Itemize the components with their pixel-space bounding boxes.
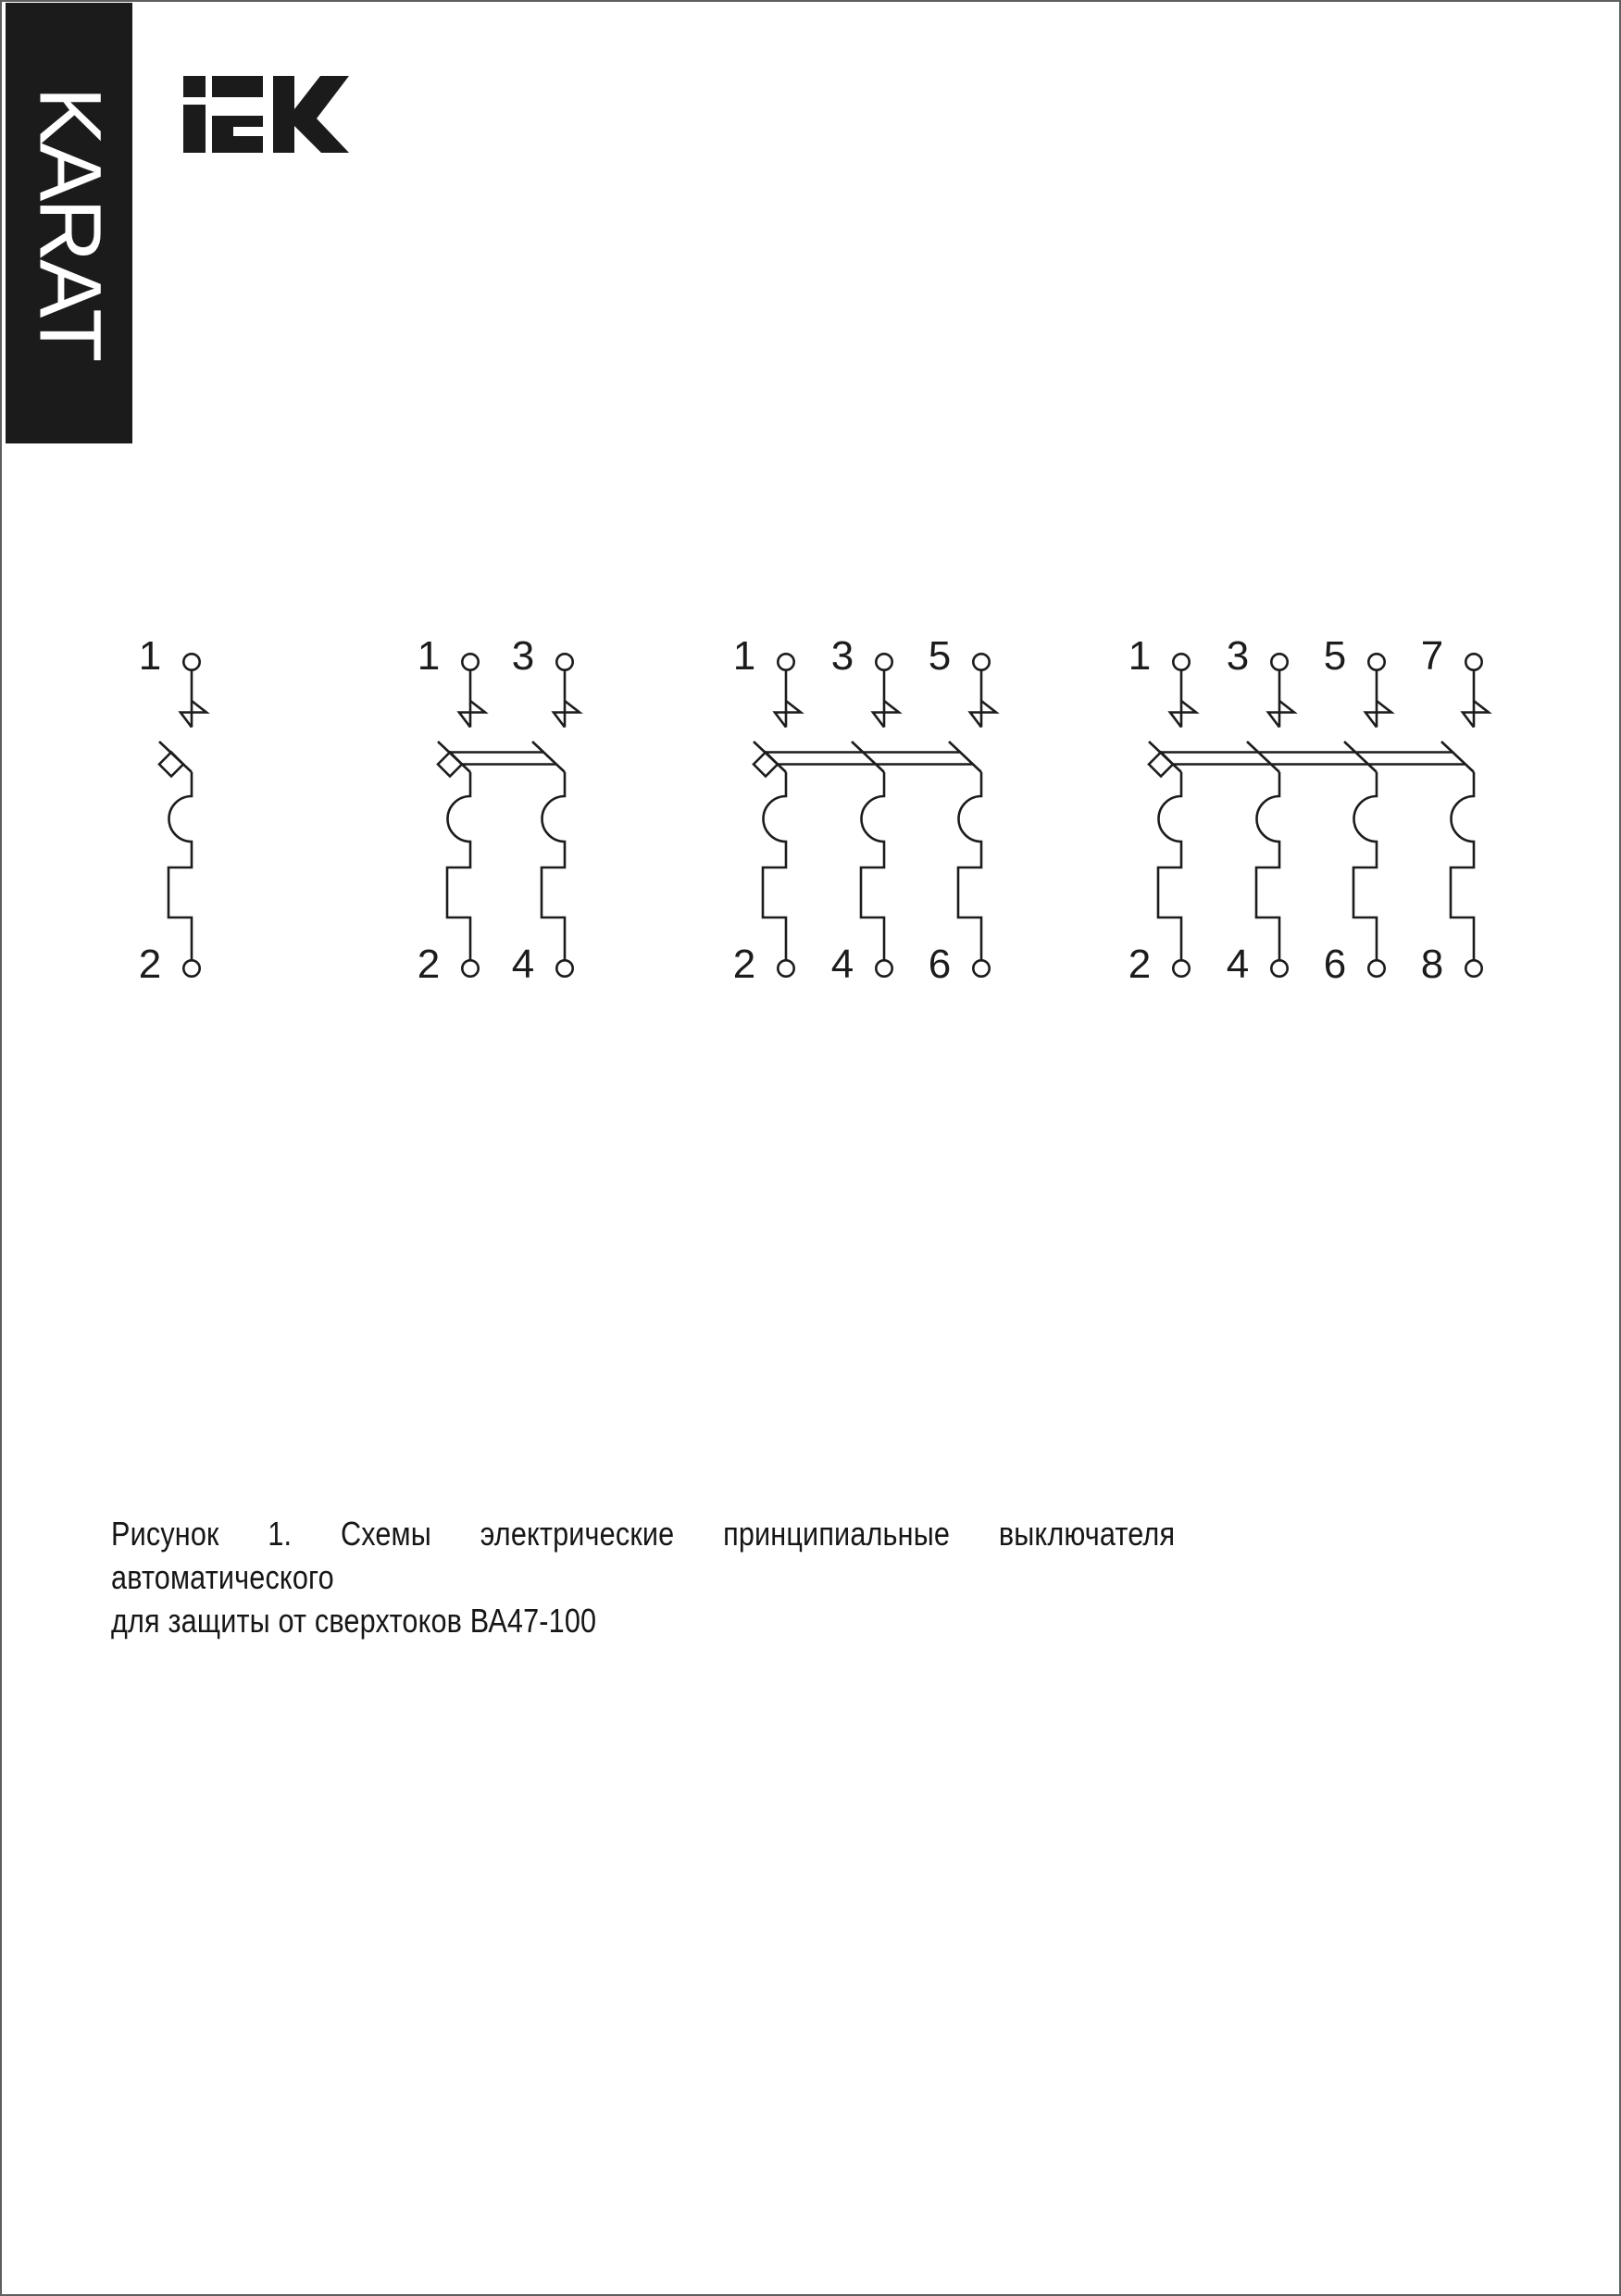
breaker-pole (1324, 633, 1391, 987)
trip-arrow (1268, 701, 1294, 728)
pole-body (1353, 772, 1377, 960)
contact-blade (1441, 742, 1474, 772)
terminal-number-top: 5 (928, 633, 952, 679)
pole-body (958, 772, 981, 960)
trip-arrow (554, 701, 580, 728)
breaker-pole (139, 633, 206, 987)
pole-body (168, 772, 192, 960)
terminal-number-top: 1 (1128, 633, 1152, 679)
figure-caption (111, 1512, 1175, 1642)
breaker-pole (1128, 633, 1196, 987)
trip-arrow (1463, 701, 1489, 728)
pole-body (861, 772, 884, 960)
trip-arrow (1170, 701, 1196, 728)
terminal-circle-bottom (1465, 960, 1481, 976)
breaker-group-3-pole (733, 633, 996, 987)
terminal-number-bottom: 6 (928, 942, 952, 987)
series-banner-label: KARAT (20, 86, 118, 360)
trip-mechanism-square (159, 753, 183, 777)
terminal-number-top: 3 (1226, 633, 1250, 679)
terminal-number-bottom: 4 (511, 942, 535, 987)
terminal-circle-bottom (1368, 960, 1384, 976)
trip-mechanism-square (438, 753, 462, 777)
contact-blade (532, 742, 565, 772)
terminal-number-bottom: 2 (417, 942, 441, 987)
terminal-number-top: 5 (1323, 633, 1347, 679)
trip-mechanism-square (754, 753, 778, 777)
contact-blade (1247, 742, 1279, 772)
trip-arrow (459, 701, 485, 728)
pole-body (1451, 772, 1474, 960)
breaker-pole (733, 633, 801, 987)
trip-arrow (181, 701, 206, 728)
terminal-circle-top (1271, 654, 1287, 669)
terminal-number-top: 3 (830, 633, 854, 679)
terminal-circle-top (556, 654, 572, 669)
terminal-circle-bottom (556, 960, 572, 976)
trip-arrow (970, 701, 996, 728)
pole-body (1158, 772, 1181, 960)
terminal-circle-bottom (973, 960, 989, 976)
terminal-circle-top (778, 654, 793, 669)
breaker-pole (418, 633, 485, 987)
caption-line-1: Рисунок 1. Схемы электрические принципиальные выключателя автоматического (111, 1515, 1176, 1596)
terminal-circle-bottom (462, 960, 478, 976)
breaker-group-4-pole (1128, 633, 1489, 987)
breaker-pole (1227, 633, 1294, 987)
breaker-pole (831, 633, 899, 987)
terminal-number-bottom: 2 (732, 942, 756, 987)
trip-mechanism-square (1149, 753, 1173, 777)
breaker-pole (1421, 633, 1489, 987)
terminal-circle-top (876, 654, 892, 669)
terminal-circle-bottom (1173, 960, 1189, 976)
terminal-circle-top (183, 654, 199, 669)
terminal-number-top: 1 (138, 633, 162, 679)
breaker-group-1-pole (139, 633, 206, 987)
trip-arrow (873, 701, 899, 728)
contact-blade (852, 742, 884, 772)
terminal-circle-bottom (1271, 960, 1287, 976)
terminal-circle-top (1368, 654, 1384, 669)
terminal-circle-bottom (778, 960, 793, 976)
pole-body (1256, 772, 1279, 960)
breaker-group-2-pole (418, 633, 580, 987)
trip-arrow (775, 701, 801, 728)
caption-line-2: для защиты от сверхтоков ВА47-100 (111, 1602, 597, 1640)
terminal-circle-bottom (876, 960, 892, 976)
terminal-number-top: 7 (1420, 633, 1444, 679)
pole-body (542, 772, 565, 960)
breaker-pole (512, 633, 580, 987)
terminal-number-bottom: 4 (830, 942, 854, 987)
terminal-number-top: 1 (417, 633, 441, 679)
terminal-circle-top (1173, 654, 1189, 669)
terminal-number-bottom: 4 (1226, 942, 1250, 987)
terminal-circle-bottom (183, 960, 199, 976)
breaker-pole (929, 633, 996, 987)
terminal-number-top: 3 (511, 633, 535, 679)
pole-body (447, 772, 470, 960)
contact-blade (1344, 742, 1377, 772)
terminal-number-top: 1 (732, 633, 756, 679)
terminal-circle-top (973, 654, 989, 669)
pole-body (763, 772, 786, 960)
terminal-circle-top (462, 654, 478, 669)
terminal-circle-top (1465, 654, 1481, 669)
terminal-number-bottom: 2 (1128, 942, 1152, 987)
terminal-number-bottom: 6 (1323, 942, 1347, 987)
trip-arrow (1365, 701, 1391, 728)
contact-blade (949, 742, 981, 772)
terminal-number-bottom: 2 (138, 942, 162, 987)
terminal-number-bottom: 8 (1420, 942, 1444, 987)
